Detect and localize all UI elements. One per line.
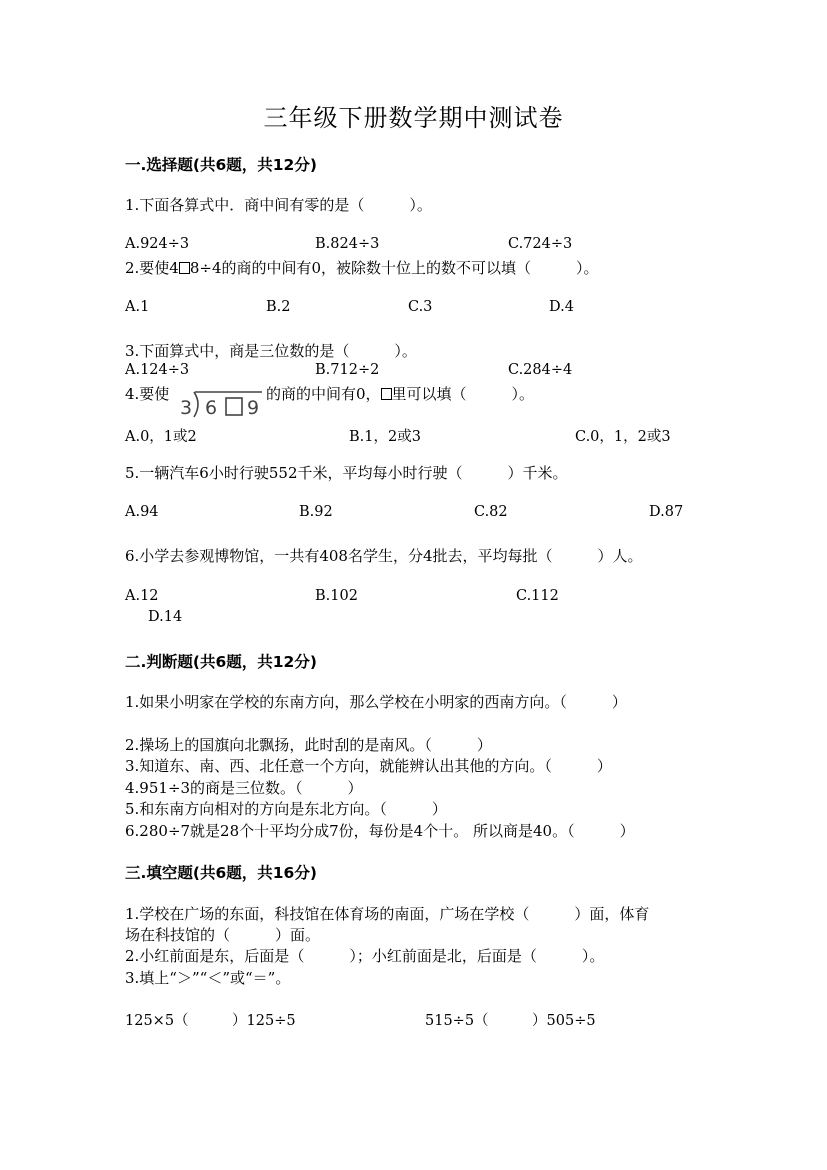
blank-box-icon xyxy=(381,388,392,400)
choice-q3-option-b: B.712÷2 xyxy=(315,362,380,378)
choice-q2-option-a: A.1 xyxy=(125,299,150,315)
fill-q1-line1: 1.学校在广场的东面，科技馆在体育场的南面，广场在学校（ ）面，体育 xyxy=(125,905,650,923)
choice-q4-option-b: B.1，2或3 xyxy=(349,429,421,445)
judge-q1: 1.如果小明家在学校的东南方向，那么学校在小明家的西南方向。（ ） xyxy=(125,693,627,711)
choice-q2-option-d: D.4 xyxy=(549,299,574,315)
fill-q3: 3.填上“＞”“＜”或“＝”。 xyxy=(125,969,291,987)
choice-q3-stem: 3.下面算式中，商是三位数的是（ ）。 xyxy=(125,342,417,360)
choice-q5-stem: 5.一辆汽车6小时行驶552千米，平均每小时行驶（ ）千米。 xyxy=(125,464,568,482)
fill-q3-compare-a: 125×5（ ）125÷5 xyxy=(125,1013,296,1029)
choice-q2-option-c: C.3 xyxy=(408,299,433,315)
choice-q6-option-a: A.12 xyxy=(125,588,159,604)
blank-box-icon xyxy=(179,262,190,274)
judge-q3: 3.知道东、南、西、北任意一个方向，就能辨认出其他的方向。（ ） xyxy=(125,757,612,775)
choice-q2-stem-post: 8÷4的商的中间有0，被除数十位上的数不可以填（ ）。 xyxy=(189,259,599,277)
choice-q1-option-a: A.924÷3 xyxy=(125,236,190,252)
choice-q3-option-a: A.124÷3 xyxy=(125,362,190,378)
choice-q1-option-c: C.724÷3 xyxy=(508,236,573,252)
choice-q5-option-d: D.87 xyxy=(649,504,684,520)
division-divisor: 3 xyxy=(180,397,193,419)
long-division-figure xyxy=(178,386,264,420)
choice-q4-option-a: A.0，1或2 xyxy=(125,429,197,445)
choice-q6-option-b: B.102 xyxy=(315,588,358,604)
choice-q2-option-b: B.2 xyxy=(266,299,291,315)
judge-q4: 4.951÷3的商是三位数。（ ） xyxy=(125,779,363,797)
choice-q4-stem-pre: 4.要使 xyxy=(125,385,170,403)
choice-q6-option-c: C.112 xyxy=(516,588,559,604)
choice-q2-stem xyxy=(125,257,599,278)
judge-q5: 5.和东南方向相对的方向是东北方向。（ ） xyxy=(125,800,447,818)
choice-q5-option-a: A.94 xyxy=(125,504,159,520)
choice-q3-option-c: C.284÷4 xyxy=(508,362,573,378)
fill-q2: 2.小红前面是东，后面是（ ）；小红前面是北，后面是（ ）。 xyxy=(125,947,605,965)
judge-q2: 2.操场上的国旗向北飘扬，此时刮的是南风。（ ） xyxy=(125,736,492,754)
choice-q5-option-c: C.82 xyxy=(474,504,508,520)
judge-q6: 6.280÷7就是28个十平均分成7份，每份是4个十。 所以商是40。（ ） xyxy=(125,822,635,840)
division-dividend-first: 6 xyxy=(205,397,218,419)
section-heading-fill: 三.填空题(共6题，共16分) xyxy=(125,864,317,882)
choice-q6-option-d: D.14 xyxy=(148,609,183,625)
choice-q6-stem: 6.小学去参观博物馆，一共有408名学生，分4批去，平均每批（ ）人。 xyxy=(125,547,643,565)
choice-q2-stem-pre: 2.要使4 xyxy=(125,259,179,277)
section-heading-judge: 二.判断题(共6题，共12分) xyxy=(125,653,317,671)
choice-q4-stem-post: 的商的中间有0， 里可以填（ ）。 xyxy=(266,385,535,403)
choice-q5-option-b: B.92 xyxy=(299,504,333,520)
fill-q3-compare-b: 515÷5（ ）505÷5 xyxy=(425,1013,596,1029)
choice-q1-stem: 1.下面各算式中．商中间有零的是（ ）。 xyxy=(125,196,432,214)
section-heading-choice: 一.选择题(共6题，共12分) xyxy=(125,156,317,174)
choice-q4-option-c: C.0，1，2或3 xyxy=(575,429,671,445)
division-dividend-last: 9 xyxy=(247,397,260,419)
blank-box-icon xyxy=(226,398,242,415)
page-title: 三年级下册数学期中测试卷 xyxy=(263,104,564,132)
fill-q1-line2: 场在科技馆的（ ）面。 xyxy=(125,926,321,944)
choice-q1-option-b: B.824÷3 xyxy=(315,236,380,252)
